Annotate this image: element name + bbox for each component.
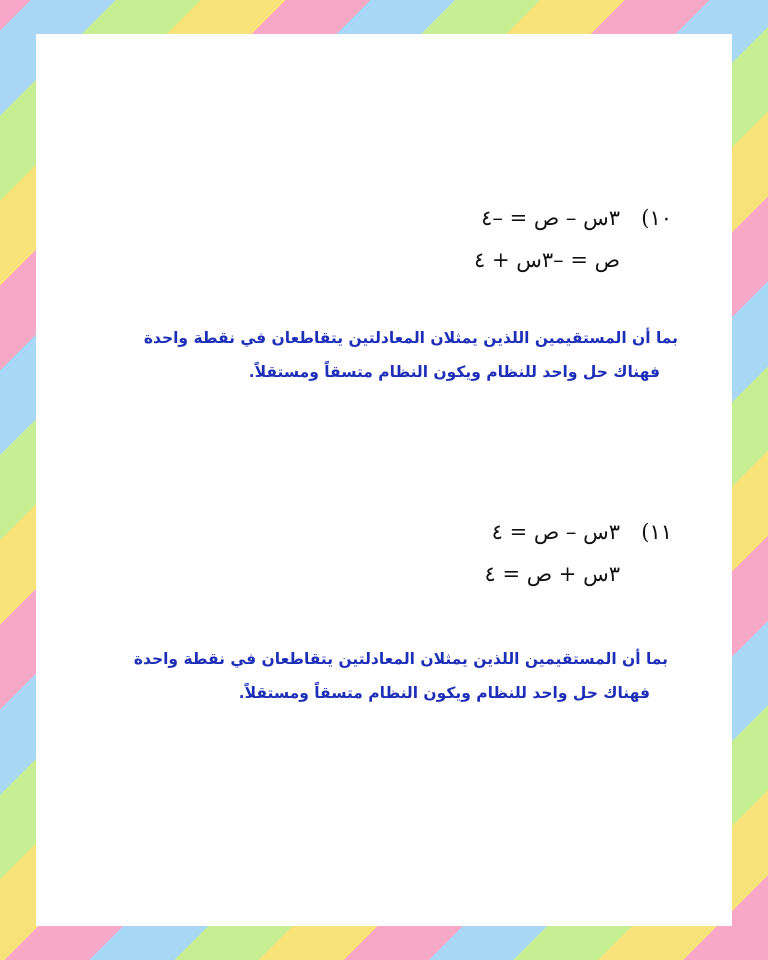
problem-10 [372, 206, 672, 290]
equation-line-1 [372, 206, 672, 248]
problem-number: ١٠) [641, 206, 672, 230]
equation-line-2 [372, 562, 672, 604]
worksheet-page [36, 34, 732, 926]
equation: ٣س + ص = ٤ [484, 562, 620, 586]
equation: ٣س – ص = –٤ [481, 206, 620, 230]
equation-line-1 [372, 520, 672, 562]
problem-11 [372, 520, 672, 604]
equation: ٣س – ص = ٤ [491, 520, 620, 544]
answer-11 [108, 642, 668, 710]
equation: ص = –٣س + ٤ [474, 248, 620, 272]
problem-number: ١١) [641, 520, 672, 544]
answer-line: بما أن المستقيمين اللذين يمثلان المعادلتين يتقاطعان في نقطة واحدة [133, 650, 668, 668]
answer-line: فهناك حل واحد للنظام ويكون النظام متسقاً ومستقلاً. [248, 363, 660, 381]
equation-line-2 [372, 248, 672, 290]
answer-10 [118, 321, 678, 389]
answer-line: بما أن المستقيمين اللذين يمثلان المعادلتين يتقاطعان في نقطة واحدة [143, 329, 678, 347]
answer-line: فهناك حل واحد للنظام ويكون النظام متسقاً ومستقلاً. [238, 684, 650, 702]
